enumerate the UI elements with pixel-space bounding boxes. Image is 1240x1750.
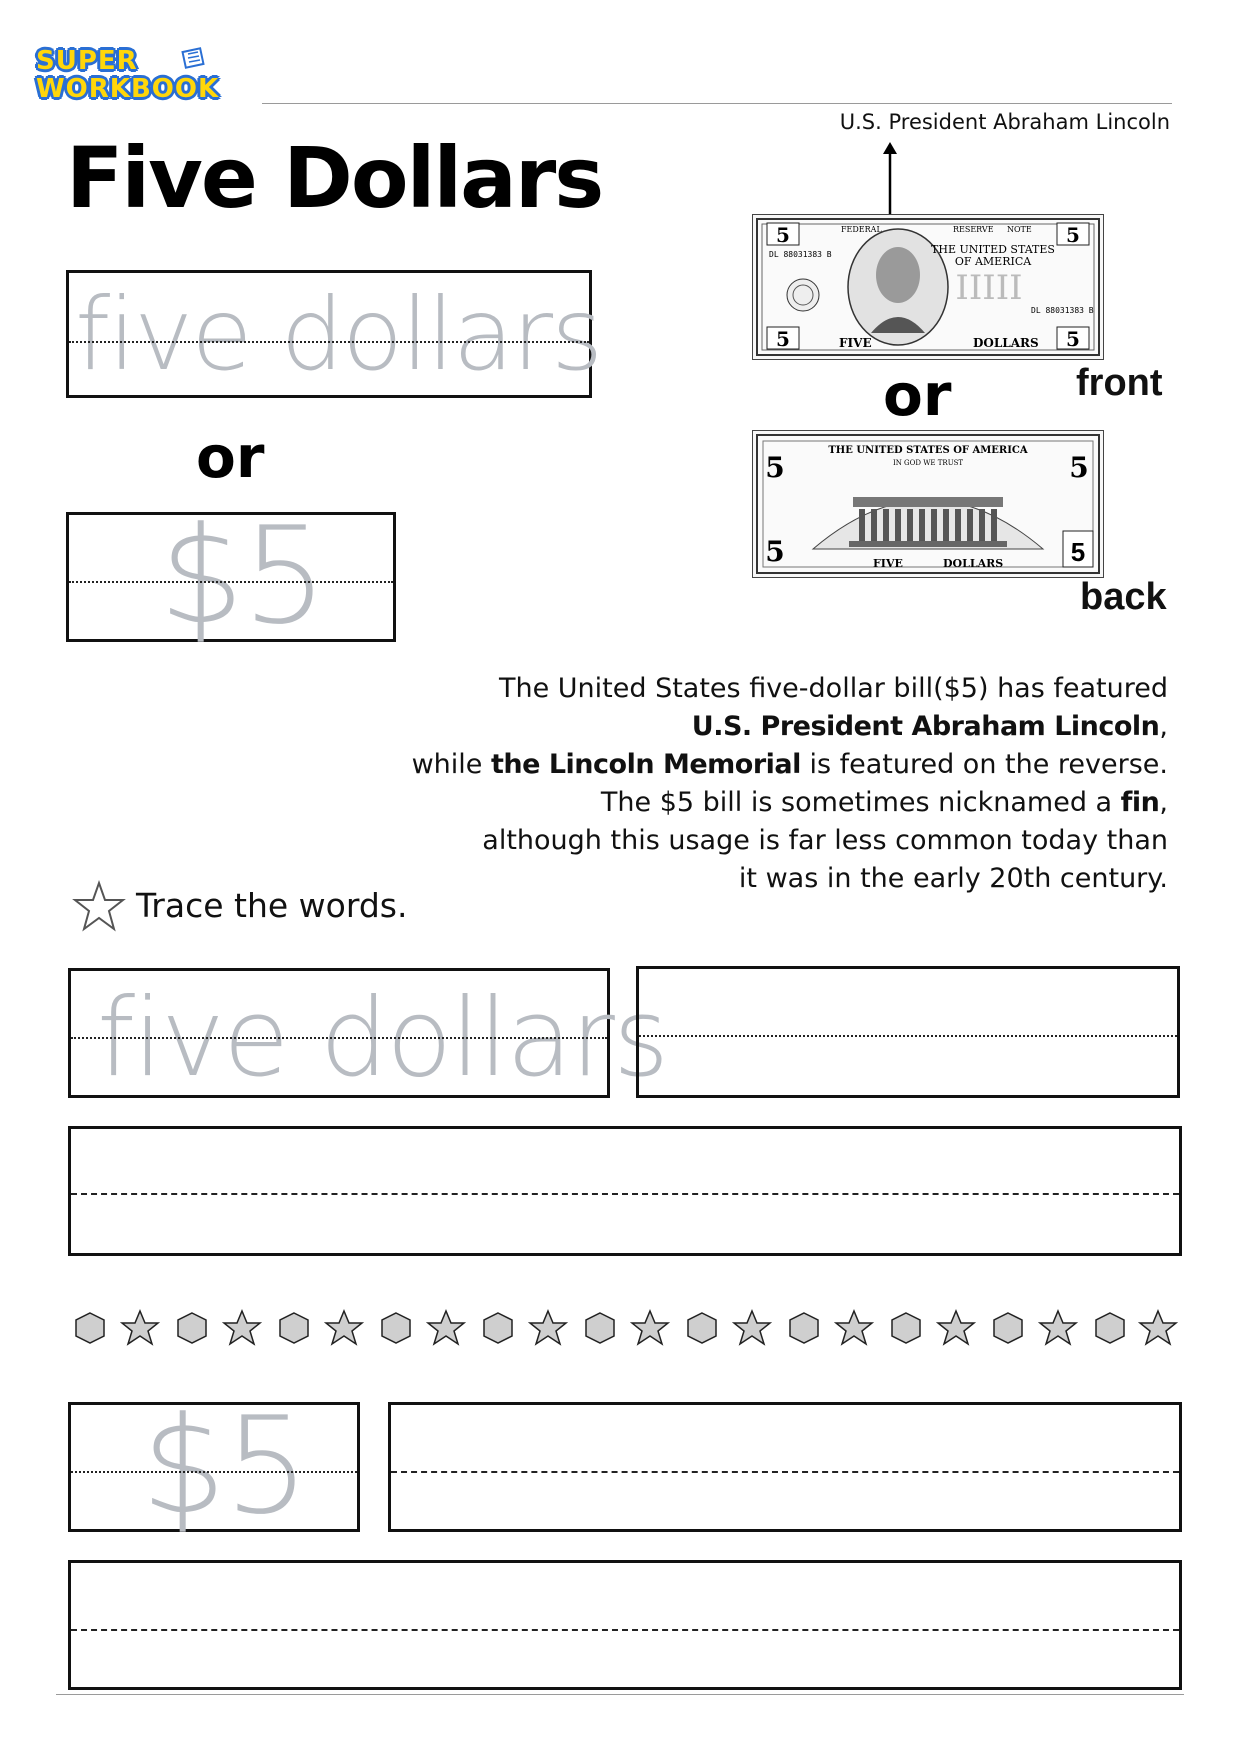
midline: [69, 341, 589, 343]
page-title: Five Dollars: [66, 129, 603, 227]
trace-box-symbol-top[interactable]: [66, 498, 396, 654]
midline: [69, 581, 393, 583]
fin-bold: fin: [1120, 787, 1160, 818]
para-line-1: The United States five-dollar bill($5) has featured: [498, 673, 1168, 704]
description-paragraph: [268, 670, 1168, 898]
bill-portrait-caption: U.S. President Abraham Lincoln: [839, 110, 1170, 134]
bill-of-america: OF AMERICA: [954, 255, 1032, 268]
bill-note: NOTE: [1007, 225, 1032, 234]
bill-corner-numeral: 5: [1066, 223, 1080, 247]
logo-line-1: SUPER: [36, 46, 138, 76]
bill-back-corner-5: 5: [1070, 537, 1086, 567]
star-icon: [1140, 1311, 1176, 1344]
hexagon-icon: [586, 1313, 614, 1343]
trace-text-symbol: $5: [159, 498, 326, 654]
logo-line-2: WORKBOOK: [36, 74, 220, 104]
hexagon-icon: [688, 1313, 716, 1343]
bill-five: FIVE: [839, 336, 872, 350]
hexagon-icon: [892, 1313, 920, 1343]
star-icon: [428, 1311, 464, 1344]
star-icon: [530, 1311, 566, 1344]
star-outline-icon: [72, 880, 126, 934]
midline: [71, 1629, 1179, 1631]
memorial-bold: the Lincoln Memorial: [491, 749, 801, 780]
midline: [71, 1037, 607, 1039]
front-label: front: [1076, 362, 1163, 404]
bill-corner-numeral: 5: [776, 327, 790, 351]
bill-back-god: IN GOD WE TRUST: [892, 459, 964, 467]
trace-text-symbol: $5: [141, 1388, 308, 1544]
trace-text-words: five dollars: [97, 976, 668, 1101]
bill-back-dollars: DOLLARS: [943, 557, 1004, 570]
hexagon-icon: [178, 1313, 206, 1343]
top-divider: [262, 103, 1172, 104]
hexagon-icon: [484, 1313, 512, 1343]
hexagon-icon: [790, 1313, 818, 1343]
trace-instruction-text: Trace the words.: [136, 886, 408, 925]
bill-back-numeral: 5: [765, 535, 785, 568]
bill-corner-numeral: 5: [1066, 327, 1080, 351]
midline: [391, 1471, 1179, 1473]
decorative-shape-border: [70, 1308, 1180, 1348]
back-label: back: [1080, 576, 1167, 618]
para-line-2: U.S. President Abraham Lincoln,: [691, 711, 1168, 742]
hexagon-icon: [280, 1313, 308, 1343]
bill-back-five: FIVE: [873, 557, 903, 570]
trace-box-symbol[interactable]: [68, 1388, 360, 1544]
trace-box-words-top[interactable]: [66, 270, 602, 398]
star-icon: [122, 1311, 158, 1344]
hexagon-icon: [994, 1313, 1022, 1343]
hexagon-icon: [1096, 1313, 1124, 1343]
svg-text:IIIII: IIIII: [955, 268, 1023, 308]
writing-box-wide[interactable]: [68, 1126, 1182, 1256]
or-label-right: or: [883, 361, 952, 429]
bill-dollars: DOLLARS: [973, 336, 1039, 350]
five-dollar-bill-back: [752, 430, 1104, 578]
bill-back-united: THE UNITED STATES OF AMERICA: [828, 445, 1028, 456]
bill-front-art: [753, 215, 1103, 359]
arrow-up-icon: [880, 142, 900, 222]
bottom-divider: [56, 1694, 1184, 1695]
book-icon: [178, 44, 208, 70]
writing-box[interactable]: [388, 1402, 1182, 1532]
lincoln-bold: U.S. President Abraham Lincoln: [691, 711, 1160, 742]
bill-serial: DL 88031383 B: [769, 250, 832, 259]
bill-back-numeral: 5: [1069, 451, 1089, 484]
midline: [71, 1193, 1179, 1195]
star-icon: [836, 1311, 872, 1344]
para-line-6: it was in the early 20th century.: [738, 863, 1168, 894]
star-icon: [1040, 1311, 1076, 1344]
hexagon-icon: [382, 1313, 410, 1343]
trace-box-words[interactable]: [68, 968, 668, 1101]
para-line-4: The $5 bill is sometimes nicknamed a fin,: [600, 787, 1168, 818]
super-workbook-logo: [32, 44, 248, 106]
writing-box-wide[interactable]: [68, 1560, 1182, 1690]
star-icon: [632, 1311, 668, 1344]
bill-back-numeral: 5: [765, 451, 785, 484]
five-dollar-bill-front: [752, 214, 1104, 360]
star-icon: [938, 1311, 974, 1344]
midline: [639, 1035, 1177, 1037]
or-label-left: or: [196, 423, 265, 491]
star-icon: [224, 1311, 260, 1344]
midline: [71, 1471, 357, 1473]
star-icon: [734, 1311, 770, 1344]
bill-corner-numeral: 5: [776, 223, 790, 247]
para-line-3: while the Lincoln Memorial is featured on the reverse.: [411, 749, 1168, 780]
bill-reserve: RESERVE: [953, 225, 994, 234]
trace-text-words: five dollars: [75, 276, 602, 393]
para-line-5: although this usage is far less common today than: [482, 825, 1168, 856]
bill-serial-2: DL 88031383 B: [1031, 306, 1094, 315]
hexagon-icon: [76, 1313, 104, 1343]
bill-federal: FEDERAL: [841, 225, 882, 234]
writing-box[interactable]: [636, 966, 1180, 1098]
bill-back-art: [753, 431, 1103, 577]
star-icon: [326, 1311, 362, 1344]
bill-united-states: THE UNITED STATES: [931, 243, 1055, 256]
